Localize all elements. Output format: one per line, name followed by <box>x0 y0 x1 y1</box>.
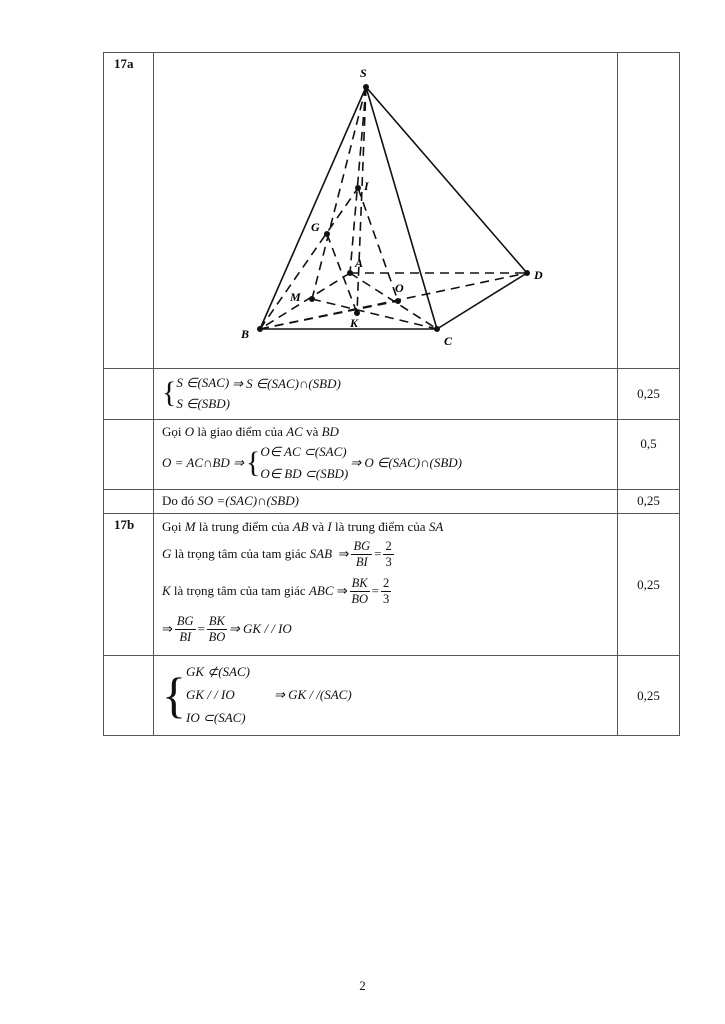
conclusion-formula: SO =(SAC)∩(SBD) <box>197 493 299 508</box>
row-gk-parallel <box>104 656 680 736</box>
line-IO <box>358 188 398 301</box>
row-o-intersection: Gọi O là giao điểm của AC và BD O = AC∩BD ⇒ { O∈ AC ⊂(SAC) O∈ BD ⊂(SBD) ⇒ O ∈(SAC)∩(SBD) 0,5 <box>104 420 680 490</box>
sys-line: O∈ AC ⊂(SAC) <box>260 444 347 459</box>
points: 0,25 <box>618 369 680 420</box>
edge-SD <box>366 87 527 273</box>
point-label-A: A <box>355 256 364 270</box>
point-label-M: M <box>290 290 301 304</box>
sys-line: IO ⊂(SAC) <box>186 710 246 725</box>
fraction: $\frac{2}{3}$ <box>385 538 392 569</box>
point-label-K: K <box>350 316 359 330</box>
lhs-formula: O = AC∩BD ⇒ <box>162 455 244 470</box>
point-label-B: B <box>241 327 250 341</box>
point-label-I: I <box>364 179 369 193</box>
fraction: $\frac{BK}{BO}$ <box>208 613 226 644</box>
sys-line: S ∈(SBD) <box>176 396 230 411</box>
brace-icon: { <box>162 376 177 409</box>
brace-icon: { <box>245 446 261 479</box>
point-label-C: C <box>444 334 453 348</box>
points: 0,25 <box>618 656 680 736</box>
fraction: $\frac{BG}{BI}$ <box>353 538 371 569</box>
line-SK <box>357 87 366 313</box>
pyramid-figure <box>154 53 618 364</box>
row-17a <box>104 53 680 369</box>
page-number: 2 <box>359 978 366 993</box>
fraction: $\frac{2}{3}$ <box>382 575 390 606</box>
row-conclusion-17a: Do đó SO =(SAC)∩(SBD) 0,25 <box>104 490 680 514</box>
fraction: $\frac{BG}{BI}$ <box>176 613 194 644</box>
point-label-S: S <box>360 66 367 80</box>
question-label-17b: 17b <box>114 517 135 532</box>
sys-result: ⇒ S ∈(SAC)∩(SBD) <box>231 376 341 391</box>
points: 0,25 <box>618 490 680 514</box>
point-label-O: O <box>395 281 404 295</box>
sys-line: GK ⊄(SAC) <box>186 664 250 679</box>
row-s-intersection <box>104 369 680 420</box>
line-BI <box>260 188 358 329</box>
sys-result: ⇒ O ∈(SAC)∩(SBD) <box>350 455 462 470</box>
parallel-result: ⇒ GK / / IO <box>228 621 292 636</box>
question-label-17a: 17a <box>114 56 134 71</box>
sys-line: GK / / IO <box>186 687 235 702</box>
brace-icon: { <box>162 666 186 723</box>
points: 0,25 <box>618 514 680 656</box>
line-MC <box>312 299 437 329</box>
row-17b: 17b Gọi M là trung điểm của AB và I là trung điểm của SA G là trọng tâm của tam giác SAB ⇒ $\frac{BG}{BI}$ = $\frac{2}{3}$ K là trọng tâm của tam giác ABC ⇒ $\frac{BK}{BO}$ = $\frac{2}{3}$ ⇒ $\frac{BG}{BI}$ = $\frac{BK}{BO}$ ⇒ GK / / IO 0,25 <box>104 514 680 656</box>
point-label-D: D <box>534 268 543 282</box>
fraction: $\frac{BK}{BO}$ <box>351 575 368 606</box>
edge-CD <box>437 273 527 329</box>
sys-result: ⇒ GK / /(SAC) <box>273 686 352 702</box>
points: 0,5 <box>618 420 680 490</box>
sys-line: S ∈(SAC) <box>176 375 230 390</box>
answer-table <box>103 52 680 736</box>
sys-line: O∈ BD ⊂(SBD) <box>260 466 349 481</box>
point-label-G: G <box>311 220 320 234</box>
